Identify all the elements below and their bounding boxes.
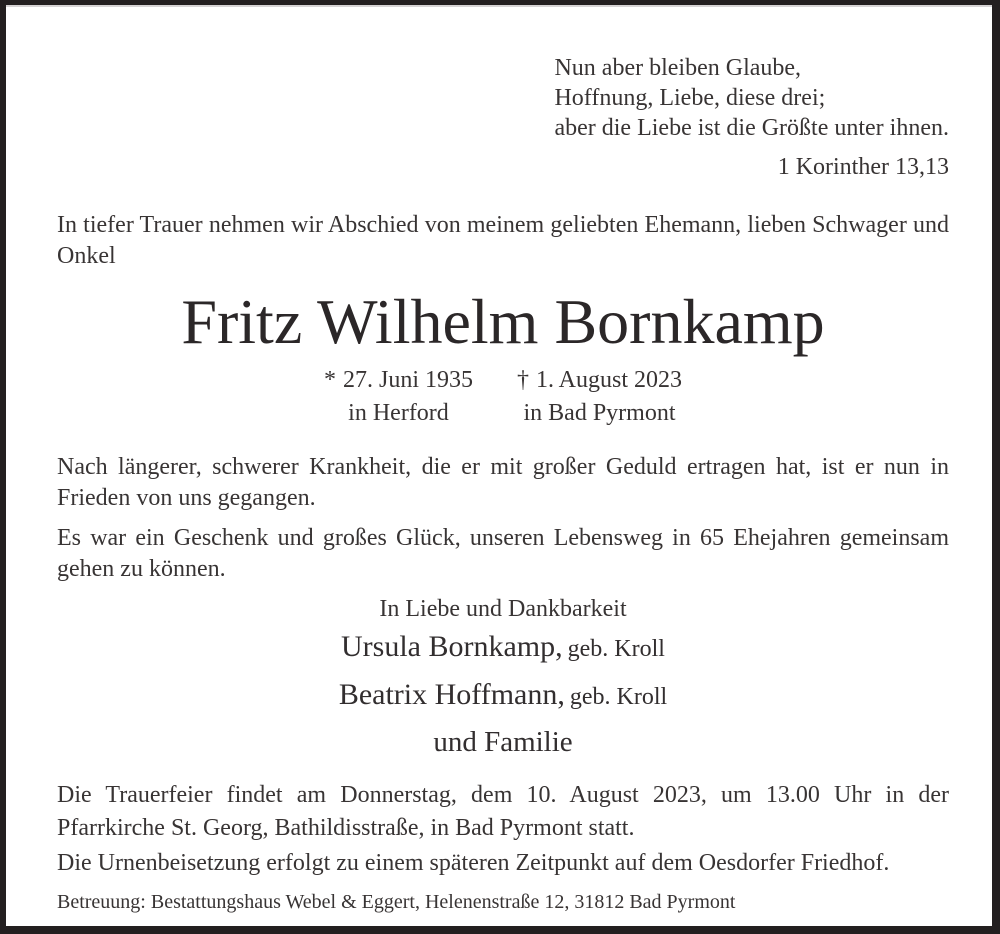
death-date-line [517, 364, 682, 397]
birth-place: in Herford [348, 400, 449, 426]
birth-column [324, 364, 473, 430]
scripture-quote [554, 53, 949, 182]
mourner-line [57, 624, 949, 672]
birth-date-line [324, 364, 473, 397]
obituary-content [6, 5, 992, 915]
funeral-home-line: Betreuung: Bestattungshaus Webel & Eggert, Helenenstraße 12, 31812 Bad Pyrmont [57, 891, 736, 913]
intro-paragraph: In tiefer Trauer nehmen wir Abschied von meinem geliebten Ehemann, lieben Schwager und Onkel [57, 212, 949, 269]
mourner-name: Beatrix Hoffmann, [338, 678, 565, 711]
death-date: 1. August 2023 [536, 367, 683, 393]
quote-line: aber die Liebe ist die Größte unter ihnen. [554, 115, 949, 141]
family-line: und Familie [433, 726, 573, 758]
quote-attribution: 1 Korinther 13,13 [777, 154, 949, 180]
mourner-maiden-name: geb. Kroll [567, 636, 665, 662]
death-column [517, 364, 682, 430]
birth-date: 27. Juni 1935 [342, 367, 473, 393]
urn-paragraph: Die Urnenbeisetzung erfolgt zu einem späteren Zeitpunkt auf dem Oesdorfer Friedhof. [57, 850, 890, 876]
quote-line: Hoffnung, Liebe, diese drei; [554, 85, 826, 111]
mourner-name: Ursula Bornkamp, [341, 630, 563, 663]
death-place: in Bad Pyrmont [523, 400, 676, 426]
death-cross-symbol: † [517, 367, 529, 393]
mourner-maiden-name: geb. Kroll [569, 684, 668, 710]
frame-top-hairline [6, 5, 992, 7]
life-dates [57, 364, 949, 430]
mourner-line [57, 672, 949, 720]
quote-line: Nun aber bleiben Glaube, [554, 55, 802, 81]
farewell-heading: In Liebe und Dankbarkeit [379, 596, 627, 622]
birth-star-symbol: * [323, 367, 336, 393]
service-paragraph: Die Trauerfeier findet am Donnerstag, dem 10. August 2023, um 13.00 Uhr in der Pfarrkirche St. Georg, Bathildisstraße, in Bad Pyrmont statt. [57, 782, 949, 841]
body-paragraph: Es war ein Geschenk und großes Glück, unseren Lebensweg in 65 Ehejahren gemeinsam gehen zu können. [57, 525, 949, 582]
body-paragraph: Nach längerer, schwerer Krankheit, die er mit großer Geduld ertragen hat, ist er nun in Frieden von uns gegangen. [57, 454, 949, 511]
deceased-name: Fritz Wilhelm Bornkamp [181, 286, 825, 357]
